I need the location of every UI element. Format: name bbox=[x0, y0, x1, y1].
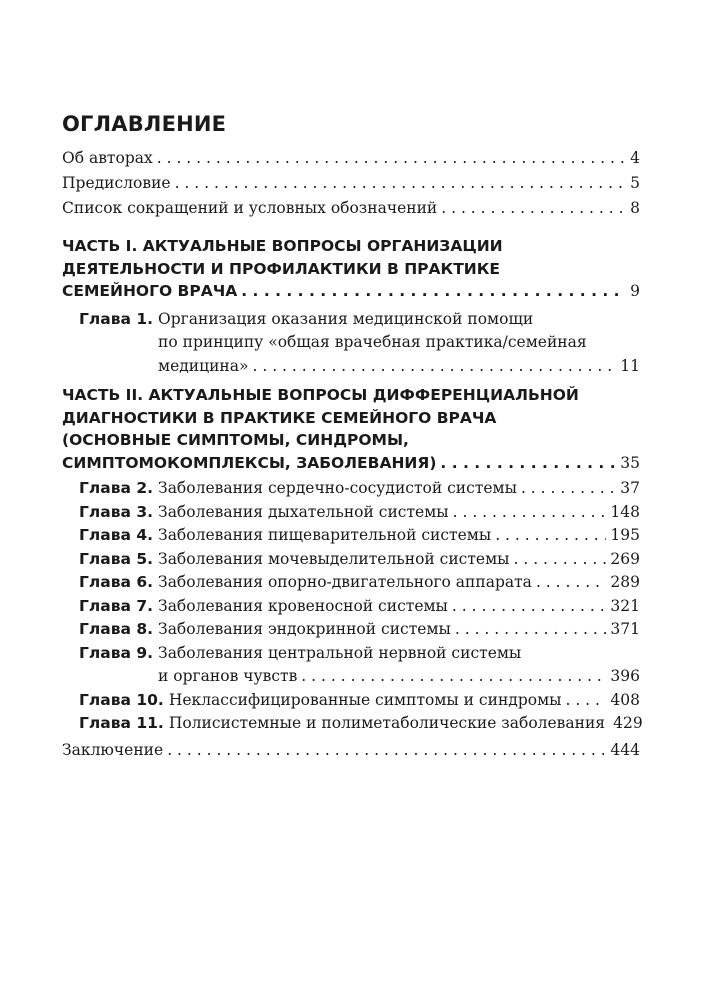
part-title-line: ЧАСТЬ II. АКТУАЛЬНЫЕ ВОПРОСЫ ДИФФЕРЕНЦИАЛЬНОЙ bbox=[62, 386, 579, 404]
chapter-title-line: Организация оказания медицинской помощи bbox=[158, 309, 534, 328]
page-number: 444 bbox=[610, 740, 640, 759]
chapter-title: Заболевания эндокринной системы bbox=[158, 620, 451, 638]
dot-leader bbox=[440, 452, 616, 475]
chapter-title: Заболевания сердечно-сосудистой системы bbox=[158, 479, 517, 497]
dot-leader bbox=[455, 618, 607, 642]
toc-chapter-6[interactable] bbox=[79, 571, 640, 595]
page-number: 195 bbox=[610, 526, 640, 544]
page-number: 35 bbox=[620, 453, 640, 472]
chapter-title: Заболевания кровеносной системы bbox=[158, 596, 448, 615]
dot-leader bbox=[167, 738, 606, 763]
chapter-label: Глава 7. bbox=[79, 596, 154, 615]
part-title-line: ЧАСТЬ I. АКТУАЛЬНЫЕ ВОПРОСЫ ОРГАНИЗАЦИИ bbox=[62, 237, 503, 255]
toc-chapter-3[interactable] bbox=[79, 501, 640, 525]
page-number: 11 bbox=[620, 356, 640, 375]
chapter-label: Глава 6. bbox=[79, 573, 154, 591]
toc-part-1[interactable] bbox=[62, 235, 640, 303]
page-number: 148 bbox=[610, 502, 640, 521]
page-number: 37 bbox=[620, 479, 640, 497]
page-number: 321 bbox=[610, 596, 640, 615]
chapter-label: Глава 5. bbox=[79, 549, 154, 568]
page-number: 408 bbox=[610, 690, 640, 709]
dot-leader bbox=[495, 524, 606, 548]
part-title-line: СИМПТОМОКОМПЛЕКСЫ, ЗАБОЛЕВАНИЯ) bbox=[62, 453, 437, 472]
toc-entry-abbreviations[interactable] bbox=[62, 196, 640, 221]
part-title-line: (ОСНОВНЫЕ СИМПТОМЫ, СИНДРОМЫ, bbox=[62, 431, 409, 449]
toc-entry-conclusion[interactable] bbox=[62, 738, 640, 763]
chapter-title: Полисистемные и полиметаболические заболевания bbox=[168, 714, 606, 732]
toc-part-2[interactable] bbox=[62, 384, 640, 474]
chapter-title: Заболевания мочевыделительной системы bbox=[158, 549, 510, 568]
page-number: 289 bbox=[610, 573, 640, 591]
toc-chapter-11[interactable] bbox=[79, 712, 643, 736]
page-number: 4 bbox=[630, 149, 640, 167]
entry-text: Об авторах bbox=[62, 149, 153, 167]
page-title: ОГЛАВЛЕНИЕ bbox=[62, 112, 227, 136]
dot-leader bbox=[253, 355, 617, 379]
toc-chapter-10[interactable] bbox=[79, 689, 640, 713]
toc-chapter-1[interactable] bbox=[79, 308, 640, 379]
part-title-line: ДЕЯТЕЛЬНОСТИ И ПРОФИЛАКТИКИ В ПРАКТИКЕ bbox=[62, 259, 500, 278]
toc-entry-authors[interactable] bbox=[62, 146, 640, 171]
dot-leader bbox=[514, 548, 607, 572]
chapter-label: Глава 4. bbox=[79, 526, 154, 544]
dot-leader bbox=[452, 595, 607, 619]
chapter-title: Заболевания дыхательной системы bbox=[158, 502, 449, 521]
toc-chapter-2[interactable] bbox=[79, 477, 640, 501]
page-number: 9 bbox=[630, 282, 640, 300]
toc-chapter-7[interactable] bbox=[79, 595, 640, 619]
page-number: 396 bbox=[610, 667, 640, 685]
toc-chapter-9[interactable] bbox=[79, 642, 640, 689]
page-number: 269 bbox=[610, 549, 640, 568]
page-number: 8 bbox=[630, 199, 640, 217]
chapter-label: Глава 3. bbox=[79, 502, 154, 521]
toc-chapter-8[interactable] bbox=[79, 618, 640, 642]
dot-leader bbox=[453, 501, 607, 525]
dot-leader bbox=[301, 665, 606, 689]
chapter-title-line: Заболевания центральной нервной системы bbox=[158, 643, 522, 662]
entry-text: Предисловие bbox=[62, 174, 171, 192]
table-of-contents bbox=[62, 110, 643, 763]
chapter-title-line: медицина» bbox=[158, 356, 249, 375]
dot-leader bbox=[241, 280, 626, 303]
part-title-line: СЕМЕЙНОГО ВРАЧА bbox=[62, 282, 238, 300]
page-number: 371 bbox=[610, 620, 640, 638]
toc-chapter-4[interactable] bbox=[79, 524, 640, 548]
chapter-title-line: и органов чувств bbox=[158, 667, 298, 685]
dot-leader bbox=[521, 477, 616, 501]
toc-chapter-5[interactable] bbox=[79, 548, 640, 572]
chapter-title: Заболевания пищеварительной системы bbox=[158, 526, 492, 544]
dot-leader bbox=[175, 171, 627, 196]
entry-text: Список сокращений и условных обозначений bbox=[62, 199, 438, 217]
dot-leader bbox=[536, 571, 606, 595]
chapter-label: Глава 9. bbox=[79, 643, 154, 662]
chapter-label: Глава 11. bbox=[79, 714, 164, 732]
chapter-label: Глава 8. bbox=[79, 620, 154, 638]
chapter-title: Заболевания опорно-двигательного аппарата bbox=[158, 573, 532, 591]
chapter-title-line: по принципу «общая врачебная практика/семейная bbox=[158, 333, 587, 351]
chapter-title: Неклассифицированные симптомы и синдромы bbox=[168, 690, 562, 709]
entry-text: Заключение bbox=[62, 740, 164, 759]
toc-entry-preface[interactable] bbox=[62, 171, 640, 196]
chapter-label: Глава 1. bbox=[79, 309, 154, 328]
chapter-label: Глава 10. bbox=[79, 690, 164, 709]
dot-leader bbox=[441, 196, 626, 221]
chapter-label: Глава 2. bbox=[79, 479, 154, 497]
dot-leader bbox=[565, 689, 606, 713]
dot-leader bbox=[157, 146, 626, 171]
page-number: 5 bbox=[630, 174, 640, 192]
page-number: 429 bbox=[613, 714, 643, 732]
part-title-line: ДИАГНОСТИКИ В ПРАКТИКЕ СЕМЕЙНОГО ВРАЧА bbox=[62, 408, 497, 427]
